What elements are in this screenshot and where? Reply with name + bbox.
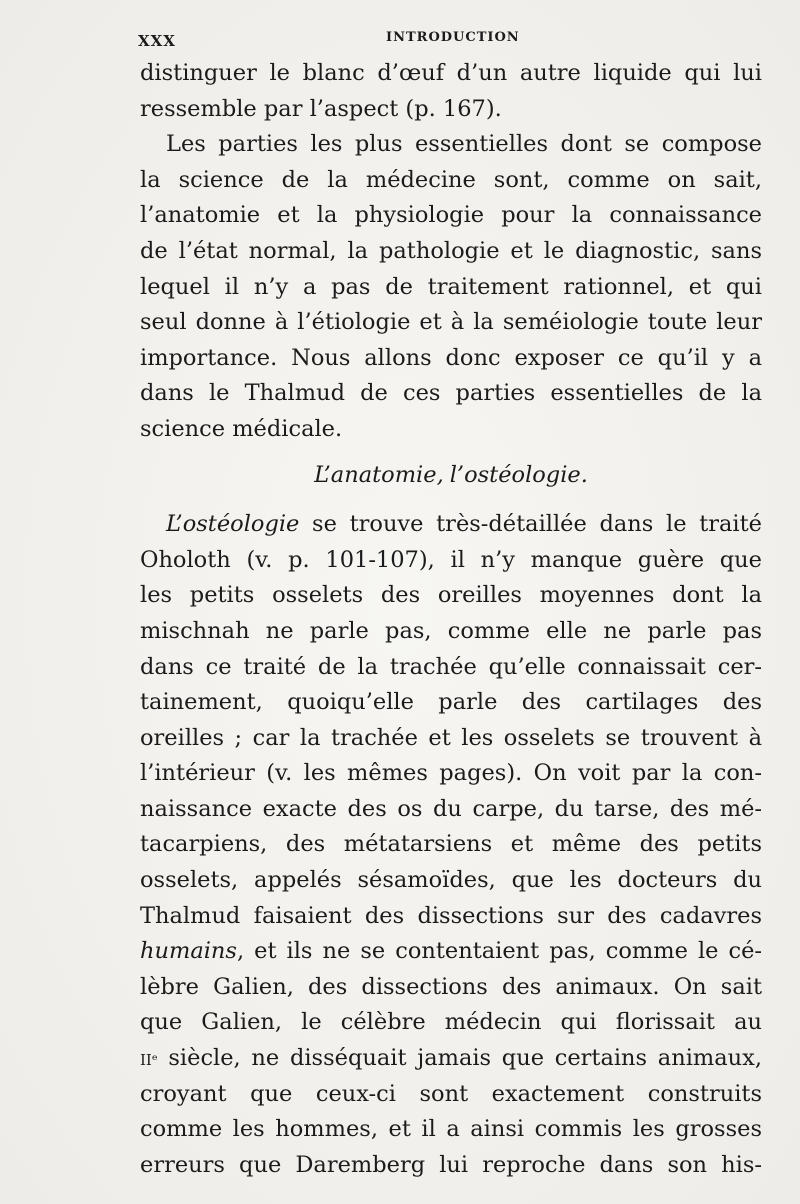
text-line: l’anatomie et la physiologie pour la connaissance [140, 202, 762, 229]
running-title: INTRODUCTION [386, 30, 520, 45]
text-line: que Galien, le célèbre médecin qui florissait au [140, 1009, 762, 1036]
page-header [138, 26, 760, 50]
century-numeral: IIᵉ [140, 1051, 158, 1070]
text-line: Thalmud faisaient des dissections sur des cadavres [140, 902, 762, 929]
line-text: , et ils ne se contentaient pas, comme le cé- [236, 938, 762, 965]
text-line: les petits osselets des oreilles moyennes dont la [140, 582, 762, 609]
text-line: lequel il n’y a pas de traitement rationnel, et qui [140, 273, 762, 300]
text-line: erreurs que Daremberg lui reproche dans son his- [140, 1151, 762, 1178]
section-heading-part-1: L’anatomie, [314, 461, 444, 488]
text-line: croyant que ceux-ci sont exactement construits [140, 1080, 762, 1107]
text-line: tainement, quoiqu’elle parle des cartilages des [140, 689, 762, 716]
text-line: distinguer le blanc d’œuf d’un autre liquide qui lui [140, 60, 762, 86]
paragraph-3 [140, 507, 762, 1183]
paragraph-1 [140, 56, 762, 127]
text-line: ressemble par l’aspect (p. 167). [140, 95, 502, 122]
text-line: naissance exacte des os du carpe, du tarse, des mé- [140, 795, 762, 822]
text-line: dans ce traité de la trachée qu’elle connaissait cer- [140, 653, 762, 680]
line-text: se trouve très-détaillée dans le traité [312, 511, 762, 538]
text-line: osselets, appelés sésamoïdes, que les docteurs du [140, 867, 762, 894]
body-text [140, 56, 762, 1183]
page-number: XXX [138, 32, 176, 50]
text-line: seul donne à l’étiologie et à la seméiologie toute leur [140, 309, 762, 336]
text-line: importance. Nous allons donc exposer ce qu’il y a [140, 344, 762, 371]
text-line [140, 1041, 762, 1077]
section-heading-part-2: l’ostéologie. [449, 461, 588, 488]
text-line [140, 507, 762, 543]
text-line: l’intérieur (v. les mêmes pages). On voit par la con- [140, 760, 762, 787]
text-line: dans le Thalmud de ces parties essentielles de la [140, 380, 762, 407]
paragraph-2 [140, 127, 762, 447]
text-line: comme les hommes, et il a ainsi commis les grosses [140, 1116, 762, 1143]
section-heading [140, 458, 762, 494]
text-line: Les parties les plus essentielles dont se compose [166, 131, 762, 158]
text-line: mischnah ne parle pas, comme elle ne parle pas [140, 617, 762, 644]
text-line: science médicale. [140, 415, 343, 442]
italic-term: L’ostéologie [166, 511, 300, 538]
text-line: la science de la médecine sont, comme on sait, [140, 166, 762, 193]
text-line: lèbre Galien, des dissections des animaux. On sait [140, 973, 762, 1000]
text-line: oreilles ; car la trachée et les osselets se trouvent à [140, 724, 762, 751]
text-line: de l’état normal, la pathologie et le diagnostic, sans [140, 237, 762, 264]
text-line: Oholoth (v. p. 101-107), il n’y manque guère que [140, 546, 762, 573]
text-line: tacarpiens, des métatarsiens et même des petits [140, 831, 762, 858]
text-line [140, 934, 762, 970]
italic-term: humains [140, 938, 237, 965]
line-text: siècle, ne disséquait jamais que certains animaux, [157, 1045, 762, 1072]
